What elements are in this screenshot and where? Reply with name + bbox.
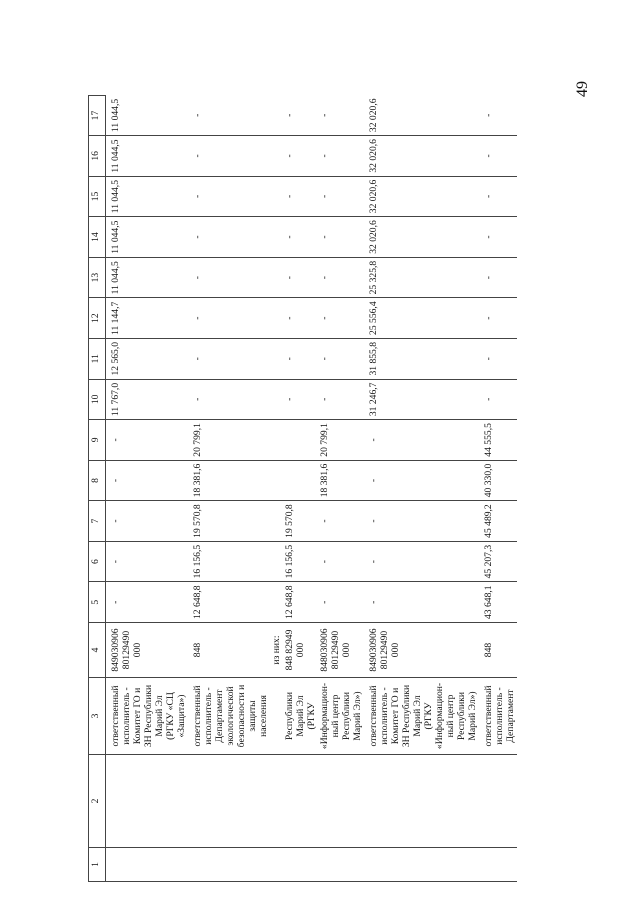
header-row xyxy=(89,95,106,881)
value-cell: 45 489,2 xyxy=(479,501,517,542)
empty-cell xyxy=(270,755,283,848)
value-cell: 20 799,1 xyxy=(188,420,270,461)
column-header: 9 xyxy=(89,420,106,461)
value-cell: 11 144,7 xyxy=(106,298,189,339)
budget-code-cell: 848 xyxy=(188,623,270,678)
value-cell: - xyxy=(364,460,479,501)
value-cell: 40 330,0 xyxy=(479,460,517,501)
value-cell: 32 020,6 xyxy=(364,136,479,177)
value-cell: - xyxy=(318,176,364,217)
executor-cell: ответственный исполнитель - Комитет ГО и ЗН Республики Марий Эл (РГКУ «Информацион-ный центр Республики Марий Эл») xyxy=(364,678,479,755)
executor-cell: ответственный исполнитель - Комитет ГО и ЗН Республики Марий Эл (РГКУ «СЦ «Защита») xyxy=(106,678,189,755)
column-header: 13 xyxy=(89,257,106,298)
empty-cell xyxy=(106,755,189,848)
value-cell xyxy=(283,460,318,501)
value-cell: - xyxy=(283,95,318,135)
empty-cell xyxy=(479,755,517,848)
executor-cell: ответственный исполнитель - Департамент экологической безопасности и защиты населения xyxy=(188,678,270,755)
value-cell: - xyxy=(318,298,364,339)
value-cell: - xyxy=(188,257,270,298)
value-cell: - xyxy=(188,136,270,177)
value-cell: 44 555,5 xyxy=(479,420,517,461)
value-cell: 11 767,0 xyxy=(106,379,189,420)
executor-cell xyxy=(270,678,283,755)
empty-cell xyxy=(283,848,318,882)
value-cell: 11 044,5 xyxy=(106,95,189,135)
value-cell xyxy=(270,217,283,258)
column-header: 5 xyxy=(89,582,106,623)
value-cell: - xyxy=(188,217,270,258)
value-cell: - xyxy=(106,420,189,461)
column-header: 16 xyxy=(89,136,106,177)
value-cell xyxy=(270,541,283,582)
table-body xyxy=(106,95,518,881)
value-cell xyxy=(270,298,283,339)
value-cell xyxy=(270,501,283,542)
empty-cell xyxy=(106,848,189,882)
value-cell: - xyxy=(318,541,364,582)
value-cell: 19 570,8 xyxy=(283,501,318,542)
executor-cell: Республики Марий Эл (РГКУ xyxy=(283,678,318,755)
rotated-table-area xyxy=(88,32,638,882)
empty-cell xyxy=(188,755,270,848)
value-cell: - xyxy=(318,217,364,258)
column-header: 10 xyxy=(89,379,106,420)
value-cell: - xyxy=(283,338,318,379)
value-cell: 16 156,5 xyxy=(188,541,270,582)
column-header: 15 xyxy=(89,176,106,217)
value-cell xyxy=(270,95,283,135)
budget-code-cell: 848030906 80129490 000 xyxy=(318,623,364,678)
value-cell: 32 020,6 xyxy=(364,95,479,135)
budget-code-cell: 849030906 80129490 000 xyxy=(364,623,479,678)
column-header: 2 xyxy=(89,755,106,848)
empty-cell xyxy=(270,848,283,882)
value-cell: 12 565,0 xyxy=(106,338,189,379)
table-row xyxy=(479,95,517,881)
value-cell xyxy=(270,136,283,177)
value-cell: - xyxy=(479,338,517,379)
table-row xyxy=(318,95,364,881)
value-cell: - xyxy=(318,582,364,623)
value-cell: 19 570,8 xyxy=(188,501,270,542)
empty-cell xyxy=(188,848,270,882)
value-cell: - xyxy=(106,582,189,623)
value-cell: - xyxy=(318,501,364,542)
value-cell: 45 207,3 xyxy=(479,541,517,582)
column-header: 4 xyxy=(89,623,106,678)
value-cell: - xyxy=(283,298,318,339)
value-cell: - xyxy=(364,501,479,542)
table-row xyxy=(364,95,479,881)
value-cell xyxy=(270,379,283,420)
value-cell: - xyxy=(318,257,364,298)
column-header: 11 xyxy=(89,338,106,379)
value-cell xyxy=(270,338,283,379)
value-cell xyxy=(270,176,283,217)
value-cell: - xyxy=(188,95,270,135)
value-cell: - xyxy=(479,136,517,177)
value-cell: 32 020,6 xyxy=(364,176,479,217)
empty-cell xyxy=(479,848,517,882)
value-cell: - xyxy=(283,136,318,177)
column-header: 6 xyxy=(89,541,106,582)
executor-cell: ответственный исполнитель - Департамент xyxy=(479,678,517,755)
value-cell: - xyxy=(318,379,364,420)
value-cell: 31 855,8 xyxy=(364,338,479,379)
table-row xyxy=(270,95,283,881)
value-cell xyxy=(270,420,283,461)
column-header: 8 xyxy=(89,460,106,501)
value-cell xyxy=(270,460,283,501)
value-cell: - xyxy=(479,95,517,135)
value-cell: - xyxy=(479,176,517,217)
value-cell: - xyxy=(188,379,270,420)
value-cell: 11 044,5 xyxy=(106,257,189,298)
value-cell: 25 556,4 xyxy=(364,298,479,339)
value-cell: 32 020,6 xyxy=(364,217,479,258)
budget-code-cell: 849030906 80129490 000 xyxy=(106,623,189,678)
table-row xyxy=(188,95,270,881)
value-cell: 11 044,5 xyxy=(106,217,189,258)
value-cell: 12 648,8 xyxy=(283,582,318,623)
value-cell: - xyxy=(188,176,270,217)
empty-cell xyxy=(364,848,479,882)
value-cell: - xyxy=(106,460,189,501)
value-cell: - xyxy=(318,95,364,135)
value-cell: - xyxy=(106,501,189,542)
value-cell: 11 044,5 xyxy=(106,136,189,177)
value-cell: - xyxy=(318,136,364,177)
column-header: 3 xyxy=(89,678,106,755)
empty-cell xyxy=(318,848,364,882)
value-cell: - xyxy=(364,541,479,582)
table-row xyxy=(106,95,189,881)
value-cell: - xyxy=(188,338,270,379)
budget-code-cell: 848 xyxy=(479,623,517,678)
value-cell: 20 799,1 xyxy=(318,420,364,461)
empty-cell xyxy=(283,755,318,848)
empty-cell xyxy=(318,755,364,848)
value-cell: - xyxy=(364,420,479,461)
value-cell: - xyxy=(283,379,318,420)
value-cell: - xyxy=(188,298,270,339)
column-header: 14 xyxy=(89,217,106,258)
value-cell: - xyxy=(318,338,364,379)
value-cell: 25 325,8 xyxy=(364,257,479,298)
budget-table xyxy=(88,95,517,882)
value-cell: 12 648,8 xyxy=(188,582,270,623)
value-cell: 11 044,5 xyxy=(106,176,189,217)
budget-code-cell: из них: xyxy=(270,623,283,678)
value-cell xyxy=(283,420,318,461)
column-header: 17 xyxy=(89,95,106,135)
column-header: 12 xyxy=(89,298,106,339)
value-cell: 16 156,5 xyxy=(283,541,318,582)
value-cell: - xyxy=(479,379,517,420)
budget-code-cell: 848 82949 000 xyxy=(283,623,318,678)
column-header: 7 xyxy=(89,501,106,542)
value-cell: 31 246,7 xyxy=(364,379,479,420)
value-cell: - xyxy=(283,257,318,298)
value-cell: - xyxy=(283,217,318,258)
value-cell: - xyxy=(479,217,517,258)
value-cell: - xyxy=(479,298,517,339)
column-header: 1 xyxy=(89,848,106,882)
value-cell: 18 381,6 xyxy=(318,460,364,501)
value-cell: - xyxy=(364,582,479,623)
table-row xyxy=(283,95,318,881)
value-cell: 18 381,6 xyxy=(188,460,270,501)
value-cell: - xyxy=(283,176,318,217)
value-cell: 43 648,1 xyxy=(479,582,517,623)
executor-cell: «Информацион-ный центр Республики Марий Эл») xyxy=(318,678,364,755)
value-cell xyxy=(270,582,283,623)
page-number: 49 xyxy=(574,81,591,97)
value-cell xyxy=(270,257,283,298)
value-cell: - xyxy=(479,257,517,298)
empty-cell xyxy=(364,755,479,848)
value-cell: - xyxy=(106,541,189,582)
